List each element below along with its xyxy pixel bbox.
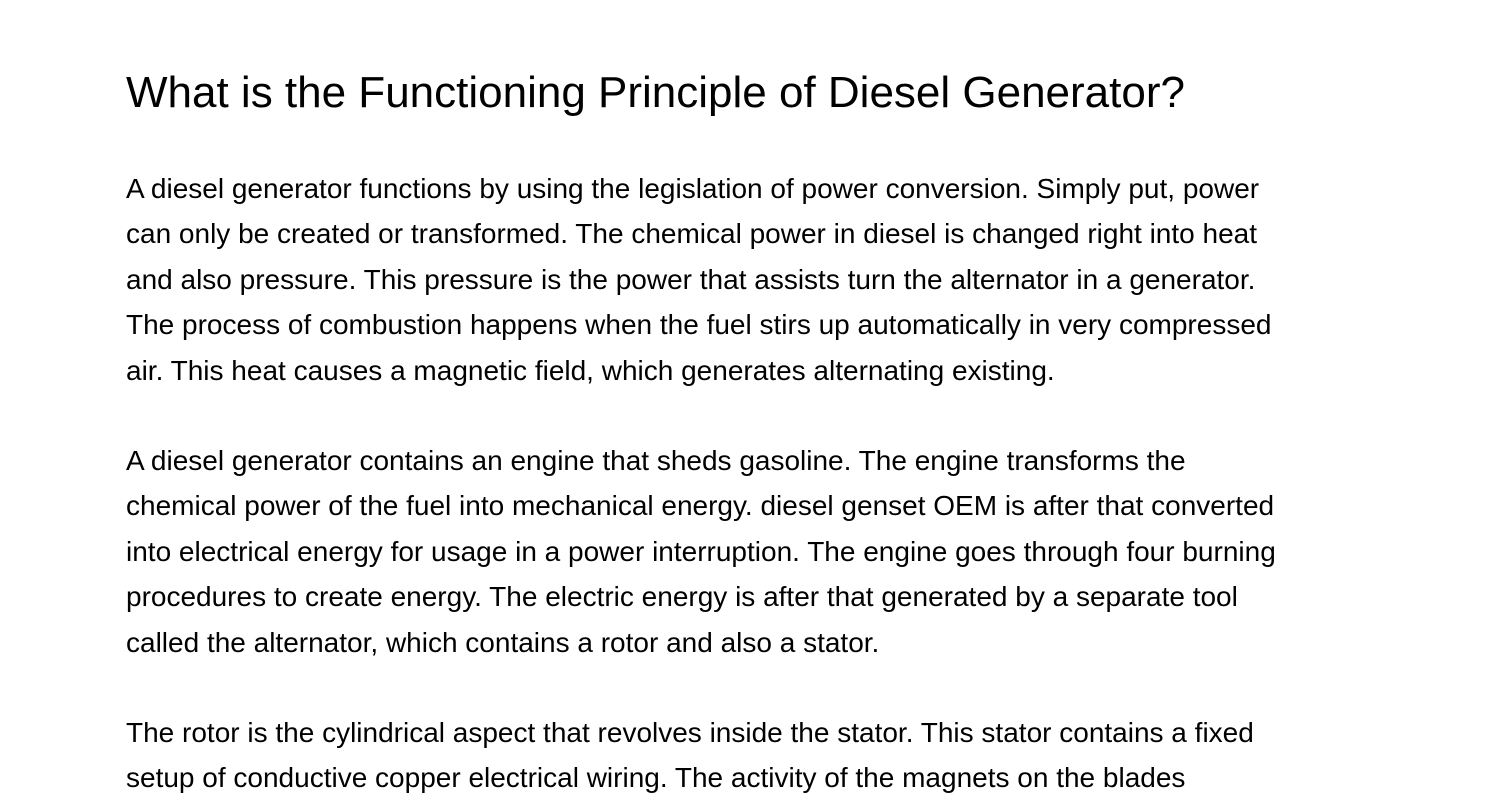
document-page: [126, 66, 1386, 120]
text-line: chemical power of the fuel into mechanical energy. diesel genset OEM is after that converted: [126, 490, 1275, 522]
text-line: A diesel generator contains an engine that sheds gasoline. The engine transforms the: [126, 445, 1186, 476]
text-line: The process of combustion happens when the fuel stirs up automatically in very compressed: [126, 309, 1272, 341]
text-line: setup of conductive copper electrical wiring. The activity of the magnets on the blades: [126, 762, 1186, 794]
text-line: air. This heat causes a magnetic field, which generates alternating existing.: [126, 354, 1055, 386]
text-line: and also pressure. This pressure is the power that assists turn the alternator in a generator.: [126, 263, 1256, 295]
paragraph-1: [126, 166, 1384, 393]
page-title: What is the Functioning Principle of Diesel Generator?: [126, 68, 1185, 117]
text-line: into electrical energy for usage in a power interruption. The engine goes through four burning: [126, 535, 1276, 567]
text-line: procedures to create energy. The electric energy is after that generated by a separate tool: [126, 581, 1238, 613]
text-line: A diesel generator functions by using the legislation of power conversion. Simply put, power: [126, 173, 1260, 204]
text-line: The rotor is the cylindrical aspect that revolves inside the stator. This stator contains a fixed: [126, 717, 1254, 748]
text-line: called the alternator, which contains a rotor and also a stator.: [126, 626, 880, 658]
paragraph-3: [126, 710, 1384, 801]
paragraph-2: [126, 438, 1384, 665]
text-line: can only be created or transformed. The chemical power in diesel is changed right into heat: [126, 218, 1258, 250]
